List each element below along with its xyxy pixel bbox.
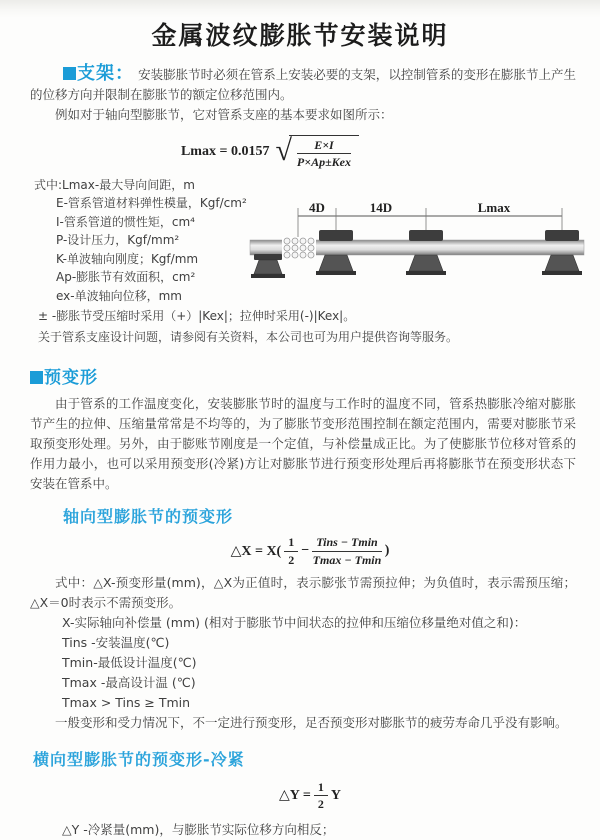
axial-definition-line: Tmin-最低设计温度(℃) (62, 655, 197, 671)
temperature-ratio-fraction: $\frac{\text{Tins − Tmin}}{Tmax - Tmin}$ (312, 535, 382, 567)
diagram-container (246, 200, 588, 306)
anchor-support (251, 254, 285, 278)
subheading-lateral: 横向型膨胀节的预变形-冷紧 (33, 750, 245, 770)
axial-definition-line: Tins -安装温度(℃) (62, 635, 170, 651)
consult-note: 关于管系支座设计问题，请参阅有关资料，本公司也可为用户提供咨询等服务。 (38, 330, 459, 345)
formula-lmax-numerator: E×I (297, 138, 351, 154)
dimension-label: 14D (369, 199, 393, 215)
axial-definition-line: Tmax -最高设计温 (℃) (62, 675, 196, 691)
axial-definition-line: X-实际轴向补偿量 (mm) (相对于膨胀节中间状态的拉伸和压缩位移量绝对值之和)： (62, 615, 527, 631)
sqrt-radical (275, 135, 359, 170)
formula-lmax-fraction (297, 138, 351, 170)
section-marker-icon (63, 67, 76, 80)
definition-line: P-设计压力，Kgf/mm² (56, 233, 180, 248)
plus-minus-note: ± -膨胀节受压缩时采用（+）|Kex|；拉伸时采用(-)|Kex|。 (38, 309, 356, 324)
axial-explain-text: 式中：△X-预变形量(mm)，△X为正值时，表示膨张节需预拉伸；为负值时，表示需预压缩；△X＝0时表示不需预变形。 (30, 575, 576, 611)
formula-lateral-rhs: Y (330, 787, 341, 803)
axial-note-text: 一般变形和受力情况下，不一定进行预变形，足否预变形对膨胀节的疲劳寿命几乎没有影响。 (55, 715, 568, 731)
one-half-fraction: $\frac{1}{2}$ (284, 535, 298, 567)
lateral-note-text: △Y -冷紧量(mm)，与膨胀节实际位移方向相反； (62, 821, 335, 837)
formula-axial-operator: − (301, 543, 310, 559)
symbol-definitions-list (34, 176, 246, 306)
section-marker-icon (30, 371, 43, 384)
definition-line: Ap-膨胀节有效面积，cm² (56, 270, 196, 285)
formula-lmax (0, 135, 570, 170)
formula-axial-lhs: △X = X( (230, 543, 282, 559)
formula-lmax-lhs: Lmax = 0.0157 (180, 144, 270, 160)
definition-line: K-单波轴向刚度；Kgf/mm (56, 251, 199, 266)
bellows-icon (282, 237, 316, 258)
dimension-label: Lmax (477, 199, 511, 215)
one-half-fraction: $\frac{1}{2}$ (314, 780, 328, 812)
formula-axial-predeform (10, 535, 600, 567)
support-intro-paragraph (30, 64, 576, 105)
formula-lmax-denominator: P×Ap±Kex (296, 155, 352, 170)
formula-lateral-coldpull (10, 780, 600, 812)
predeform-body-text: 由于管系的工作温度变化，安装膨胀节时的温度与工作时的温度不同，管系热膨胀冷缩对膨胀节产生的拉伸、压缩量常常是不均等的，为了膨胀节变形范围控制在额定范围内，需要对膨胀节采取预变形处理。另外，由于膨账节刚度是一个定值，与补偿量成正比。为了使膨胀节位移对管系的作用力最小，也可以采用预变形(冷紧)方让对膨胀节进行预变形处理后再将膨胀节在预变形状态下安装在管系中。 (30, 396, 576, 492)
support-example-text: 例如对于轴向型膨胀节，它对管系支座的基本要求如图所示： (55, 107, 393, 122)
pipe-support-diagram (246, 200, 588, 294)
page-title: 金属波纹膨胀节安装说明 (151, 21, 449, 50)
definition-line: ex-单波轴向位移，mm (56, 288, 182, 303)
formula-lateral-lhs: △Y = (279, 788, 311, 804)
subheading-axial: 轴向型膨胀节的预变形 (63, 507, 234, 527)
support-intro-text: 安装膨胀节时必须在管系上安装必要的支架，以控制管系的变形在膨胀节上产生的位移方向并限制在膨胀节的额定位移范围内。 (30, 67, 576, 102)
section-heading-predeform: 预变形 (30, 363, 600, 388)
definition-line: 式中:Lmax-最大导向间距，m (34, 177, 195, 192)
section-heading-support: 支架： (77, 63, 135, 84)
definitions-and-diagram (34, 176, 600, 306)
dimension-label: 4D (309, 199, 325, 215)
formula-axial-close: ) (384, 543, 390, 559)
axial-definition-line: Tmax > Tins ≥ Tmin (62, 695, 191, 711)
definition-line: I-管系管道的惯性矩，cm⁴ (56, 214, 195, 229)
definition-line: E-管系管道材料弹性模量，Kgf/cm² (56, 196, 247, 211)
radical-sign-icon: √ (275, 134, 292, 167)
